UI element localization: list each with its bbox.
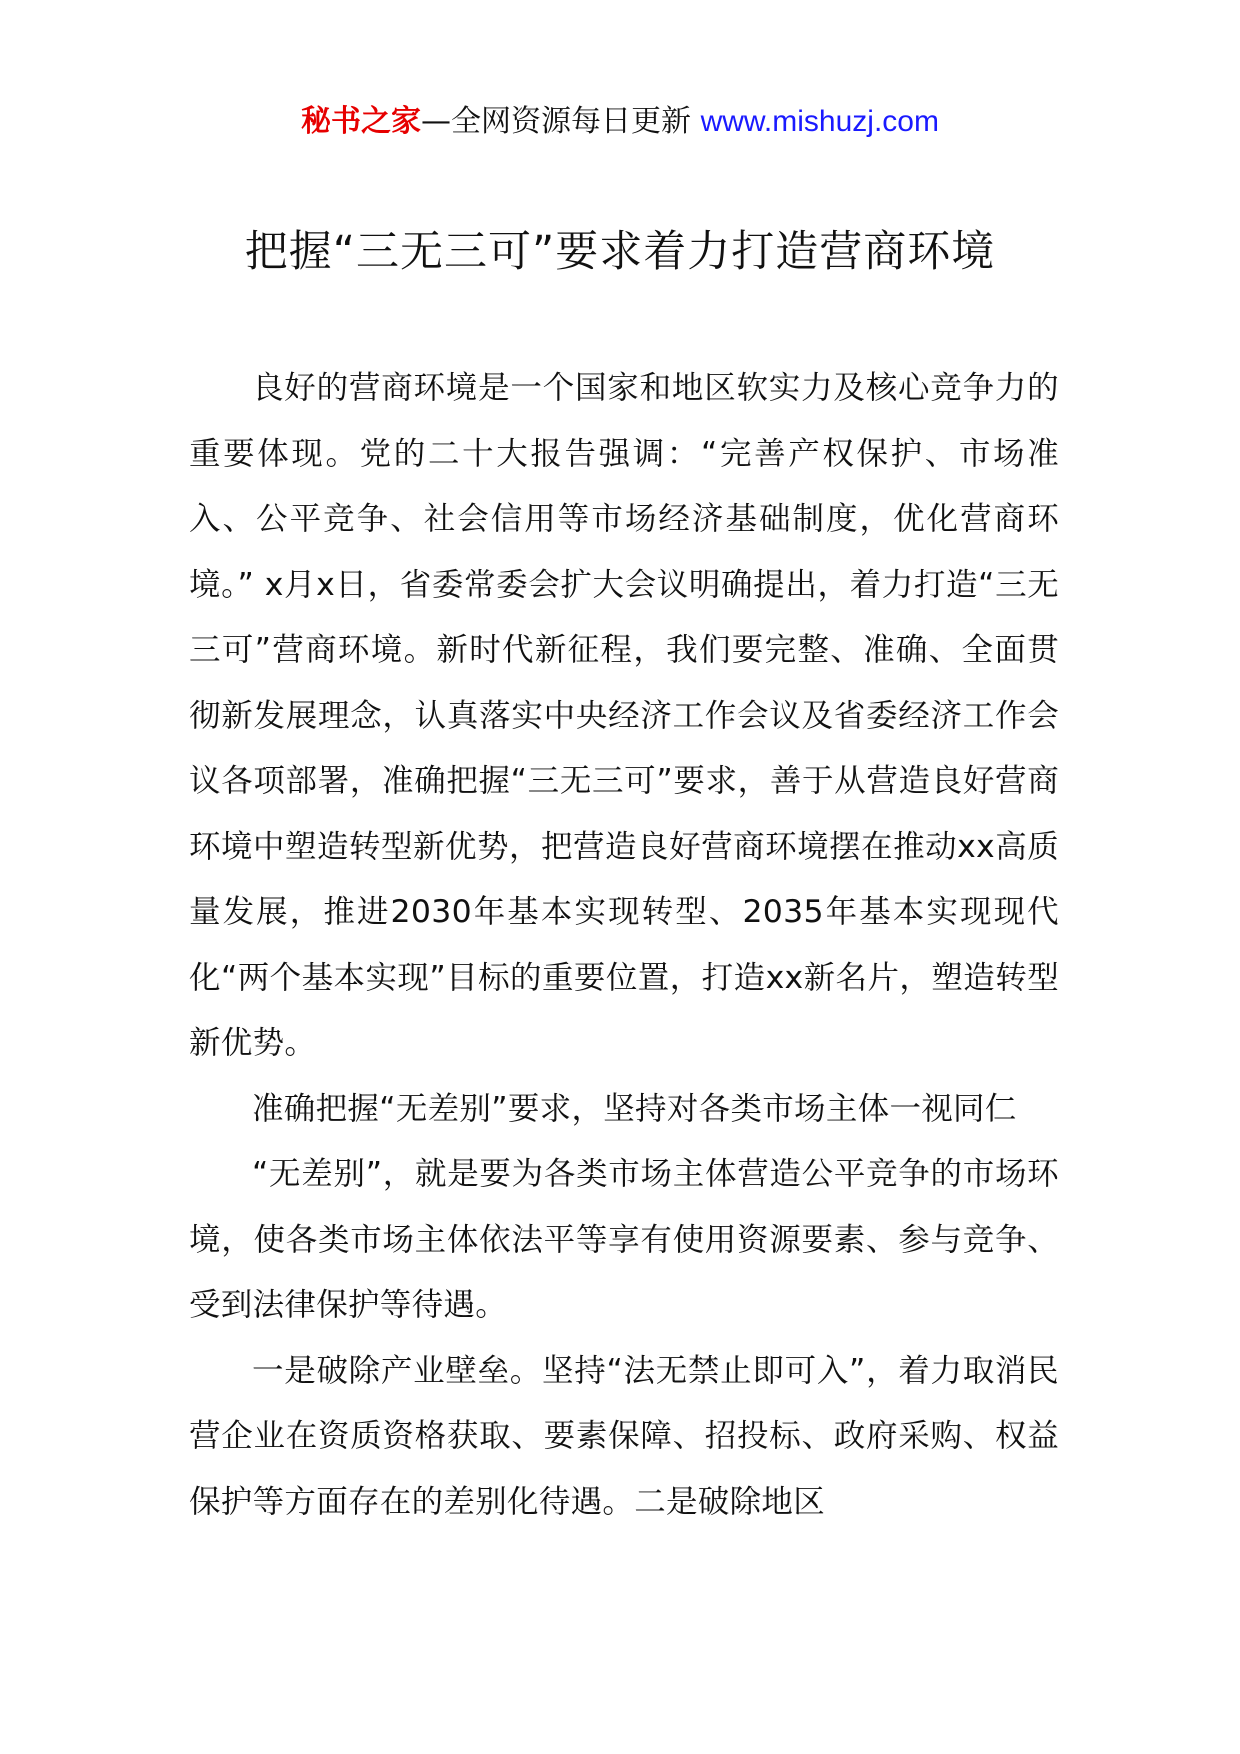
paragraph-section-heading: 准确把握“无差别”要求，坚持对各类市场主体一视同仁	[252, 1090, 1017, 1127]
brand-name: 秘书之家	[301, 104, 422, 139]
site-url-link[interactable]: www.mishuzj.com	[700, 105, 939, 138]
paragraph-intro: 良好的营商环境是一个国家和地区软实力及核心竞争力的重要体现。党的二十大报告强调：“完善产权保护、市场准入、公平竞争、社会信用等市场经济基础制度，优化营商环境。” x月x日，省委常委会扩大会议明确提出，着力打造“三无三可”营商环境。新时代新征程，我们要完整、准确、全面贯彻新发展理念，认真落实中央经济工作会议及省委经济工作会议各项部署，准确把握“三无三可”要求，善于从营造良好营商环境中塑造转型新优势，把营造良好营商环境摆在推动xx高质量发展，推进2030年基本实现转型、2035年基本实现现代化“两个基本实现”目标的重要位置，打造xx新名片，塑造转型新优势。	[189, 370, 1059, 1061]
document-body	[189, 356, 1059, 1535]
header-tagline: —全网资源每日更新	[421, 104, 692, 139]
paragraph-measures: 一是破除产业壁垒。坚持“法无禁止即可入”，着力取消民营企业在资质资格获取、要素保障、招投标、政府采购、权益保护等方面存在的差别化待遇。二是破除地区	[189, 1352, 1059, 1520]
document-title: 把握“三无三可”要求着力打造营商环境	[244, 227, 996, 277]
paragraph-definition: “无差别”，就是要为各类市场主体营造公平竞争的市场环境，使各类市场主体依法平等享有使用资源要素、参与竞争、受到法律保护等待遇。	[189, 1156, 1059, 1323]
site-header	[0, 100, 1240, 144]
